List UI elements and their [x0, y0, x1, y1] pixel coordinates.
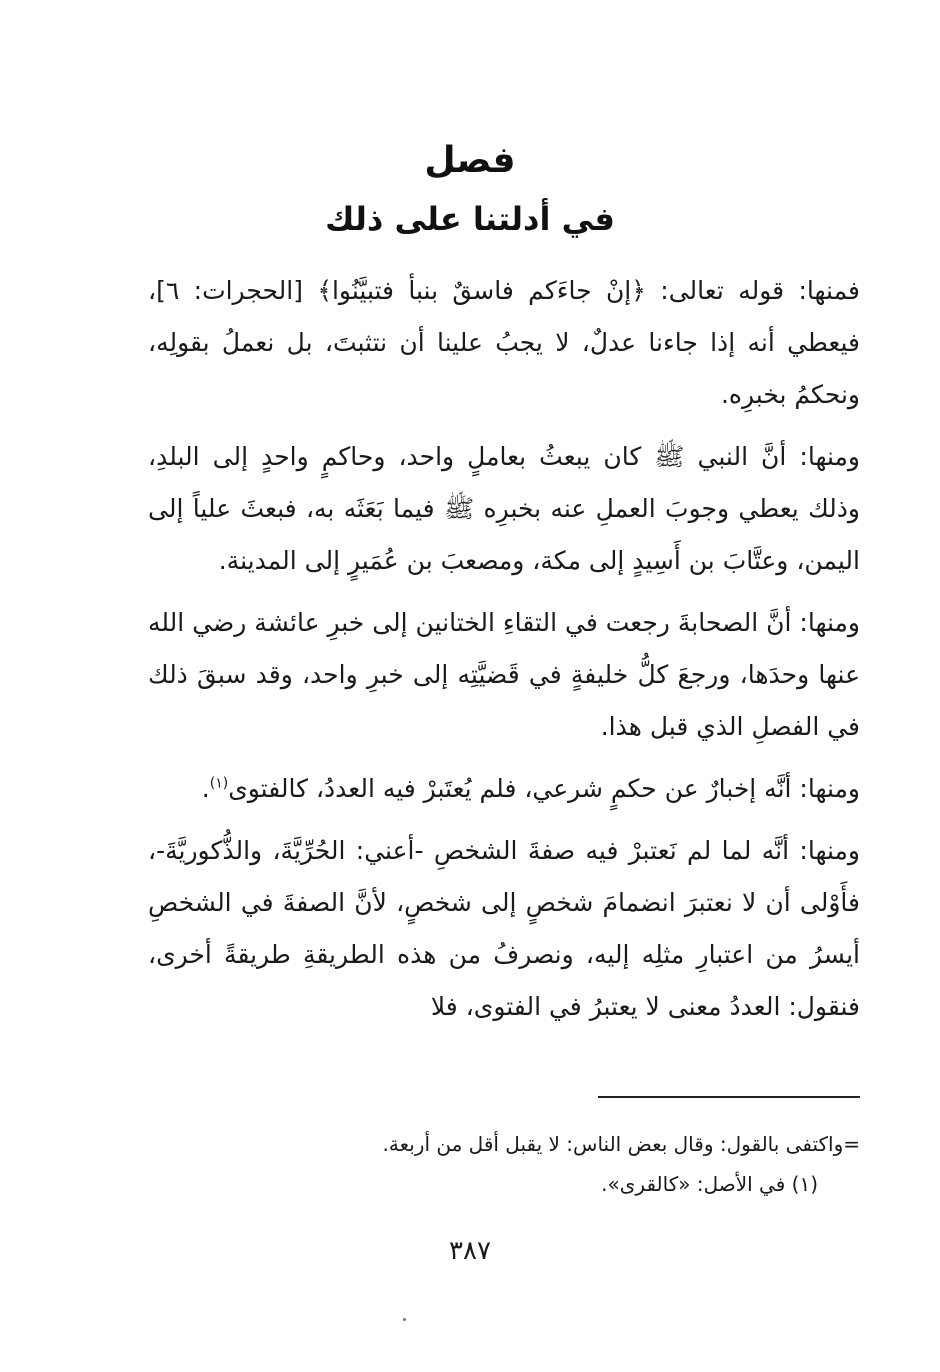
paragraph: ومنها: أنَّ الصحابةَ رجعت في التقاءِ الختانين إلى خبرِ عائشة رضي الله عنها وحدَها، ورجعَ كلُّ خليفةٍ في قَضيَّتِه إلى خبرِ واحد، وقد سبقَ ذلك في الفصلِ الذي قبل هذا. [148, 608, 860, 741]
footnote-marker: (١) [209, 775, 229, 792]
chapter-title: فصل [424, 140, 516, 181]
scan-speck [403, 1318, 406, 1321]
footnote-1: (١) في الأصل: «كالقرى». [601, 1172, 818, 1196]
paragraph: ومنها: أنَّ النبي ﷺ كان يبعثُ بعاملٍ واحد، وحاكمٍ واحدٍ إلى البلدِ، وذلك يعطي وجوبَ العملِ عنه بخبرِه ﷺ فيما بَعَثَه به، فبعثَ علياً إلى اليمن، وعتَّابَ بن أَسِيدٍ إلى مكة، ومصعبَ بن عُمَيرٍ إلى المدينة. [148, 442, 860, 575]
main-text [148, 265, 860, 1043]
paragraph: ومنها: أنَّه لما لم نَعتبرْ فيه صفةَ الشخصِ -أعني: الحُرِّيَّةَ، والذُّكوريَّةَ-، فأَوْلى أن لا نعتبرَ انضمامَ شخصٍ إلى شخصٍ، لأنَّ الصفةَ في الشخصِ أيسرُ من اعتبارِ مثلِه إليه، ونصرفُ من هذه الطريقةِ طريقةً أخرى، فنقول: العددُ معنى لا يعتبرُ في الفتوى، فلا [148, 836, 860, 1021]
paragraph-text: ومنها: أنَّه إخبارٌ عن حكمٍ شرعي، فلم يُعتَبرْ فيه العددُ، كالفتوى [228, 774, 860, 803]
footnotes [148, 1124, 860, 1204]
paragraph-end-punct: . [201, 774, 210, 803]
footnote-carryover: =واكتفى بالقول: وقال بعض الناس: لا يقبل أقل من أربعة. [382, 1132, 860, 1156]
paragraph-with-footnote [148, 763, 860, 815]
paragraph: فمنها: قوله تعالى: ﴿إنْ جاءَكم فاسقٌ بنبأ فتبيَّنُوا﴾ [الحجرات: ٦]، فيعطي أنه إذا جاءنا عدلٌ، لا يجبُ علينا أن نتثبتَ، بل نعملُ بقولِه، ونحكمُ بخبرِه. [148, 276, 860, 409]
page-number: ٣٨٧ [449, 1236, 491, 1266]
footnote-divider [598, 1096, 860, 1098]
chapter-subtitle: في أدلتنا على ذلك [325, 200, 615, 238]
